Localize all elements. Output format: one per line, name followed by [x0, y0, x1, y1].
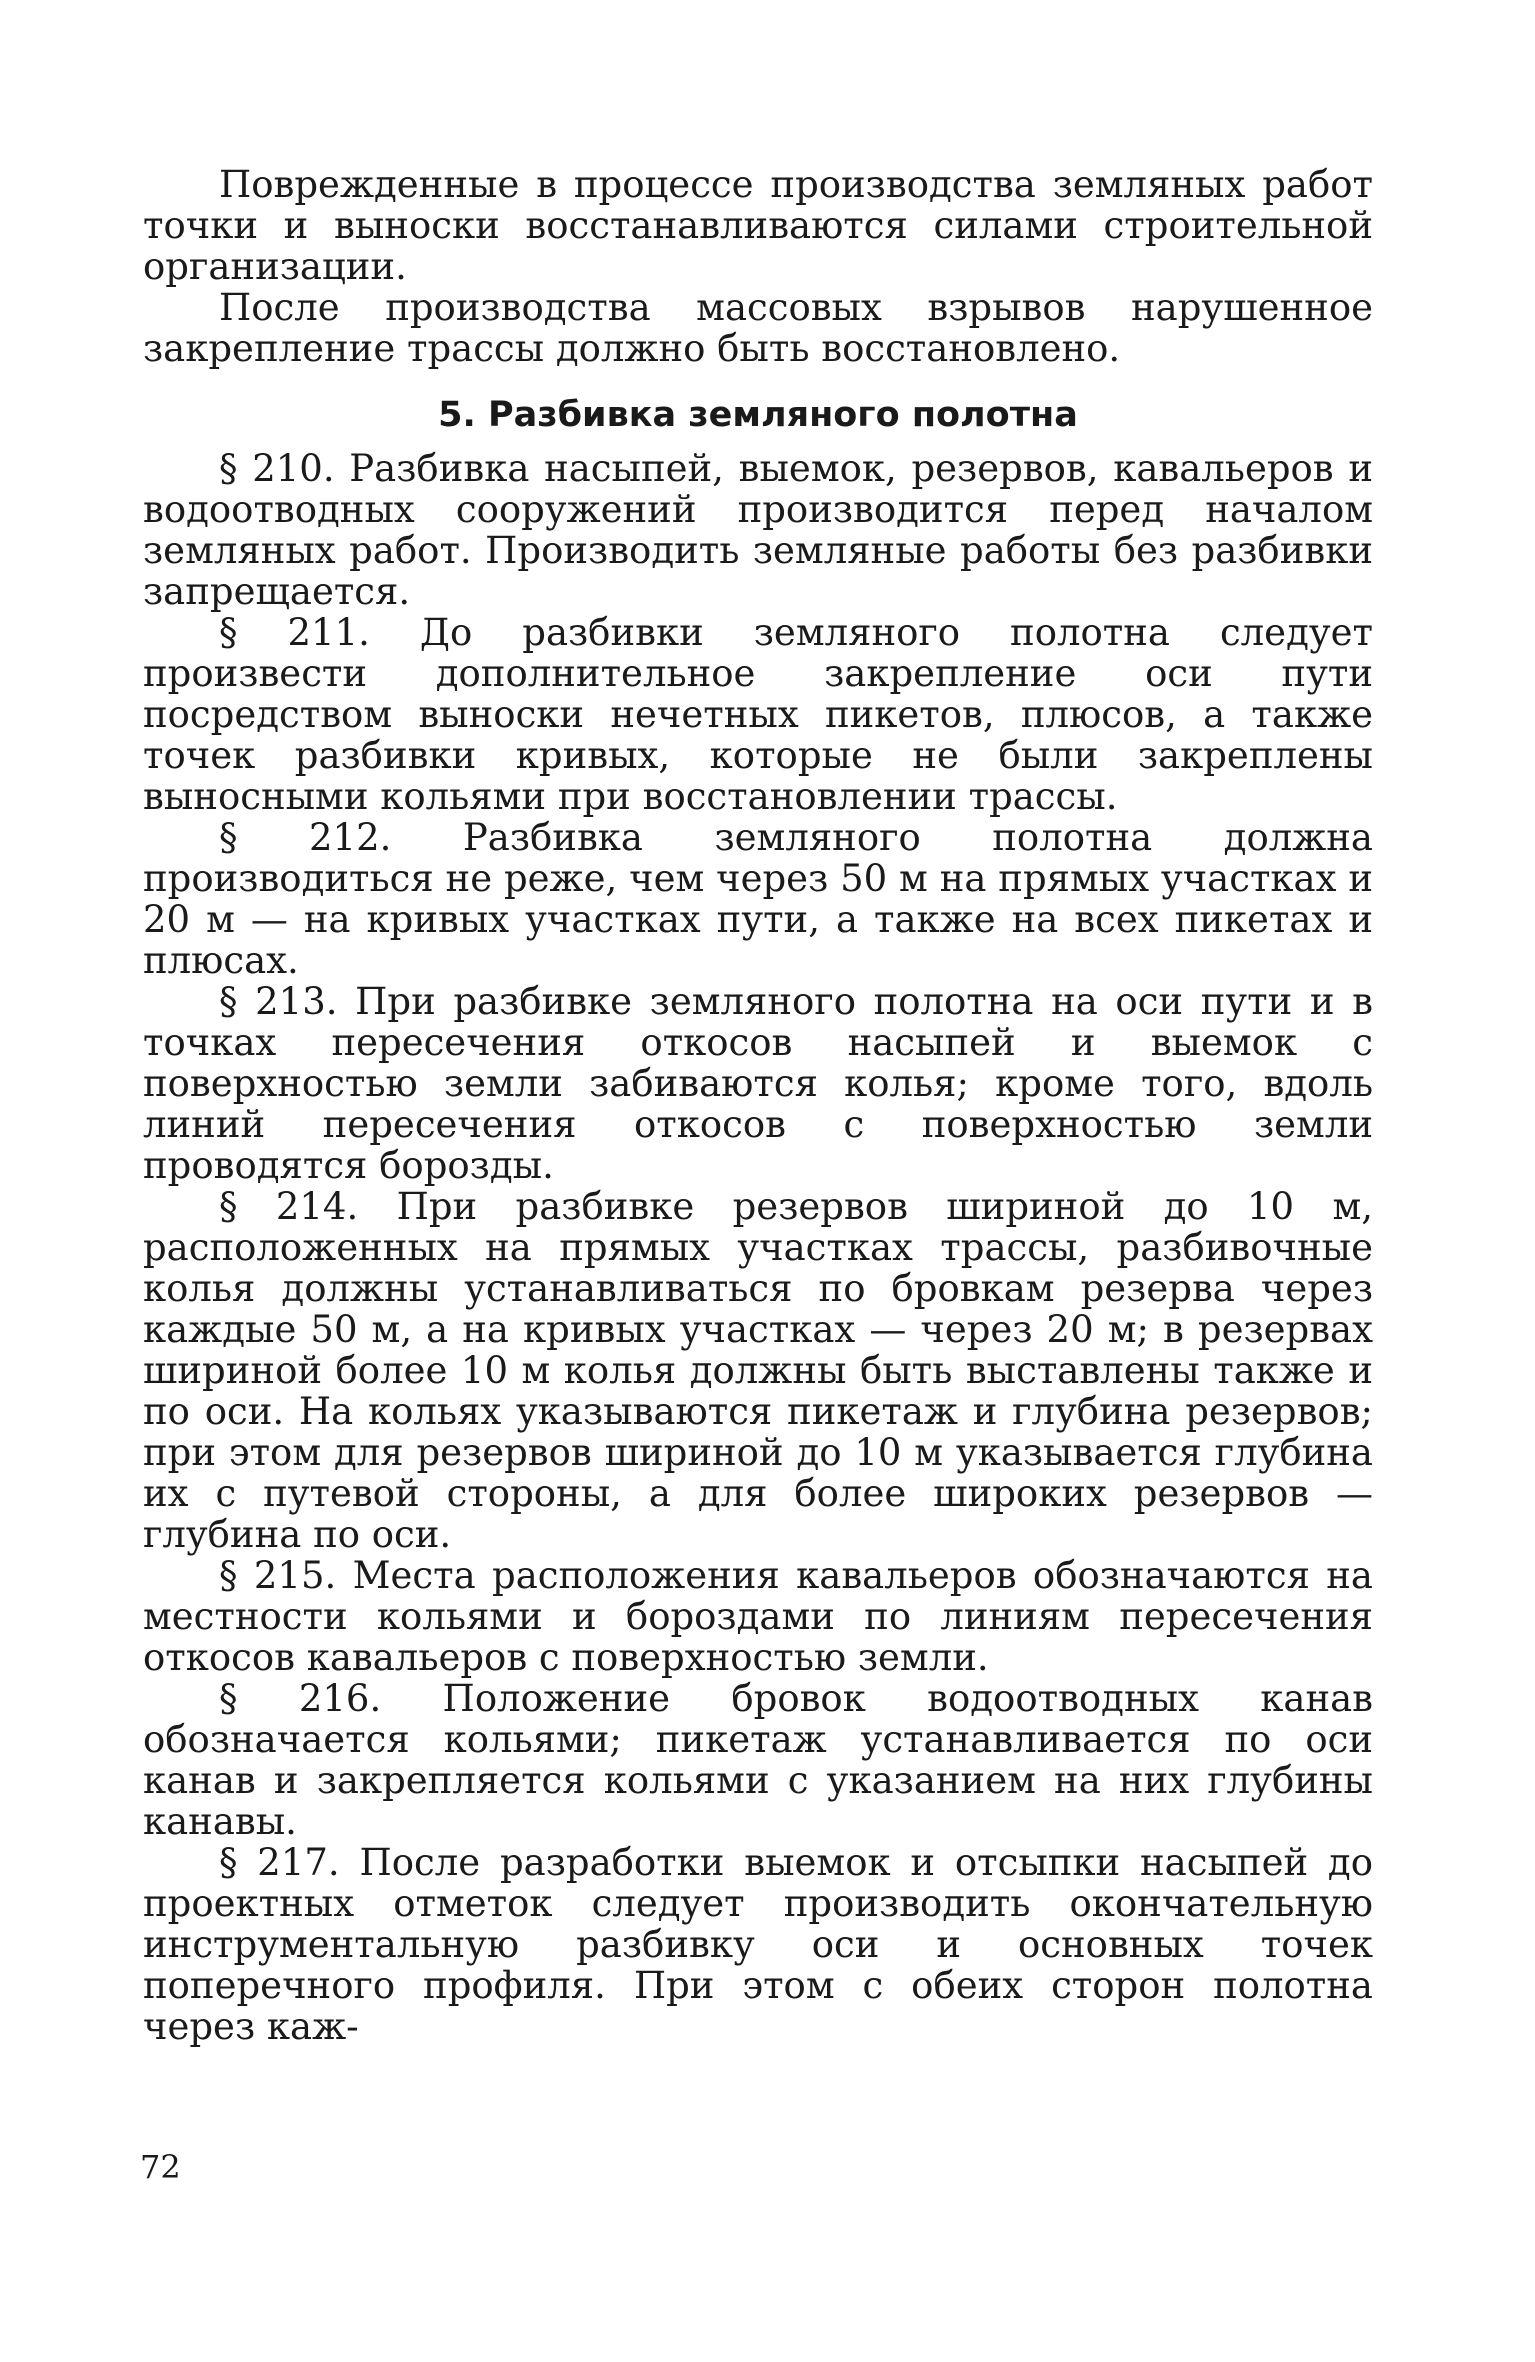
- page-number: 72: [140, 2148, 181, 2186]
- intro-paragraph-1: Поврежденные в процессе производства земляных работ точки и выноски восстанавливаются силами строительной организации.: [143, 163, 1373, 288]
- paragraph-214: § 214. При разбивке резервов шириной до 10 м, расположенных на прямых участках трассы, разбивочные колья должны устанавливаться по бровкам резерва через каждые 50 м, а на кривых участках — через 20 м; в резервах шириной более 10 м колья должны быть выставлены также и по оси. На кольях указываются пикетаж и глубина резервов; при этом для резервов шириной до 10 м указывается глубина их с путевой стороны, а для более широких резервов — глубина по оси.: [143, 1185, 1373, 1556]
- paragraph-217: § 217. После разработки выемок и отсыпки насыпей до проектных отметок следует производить окончательную инструментальную разбивку оси и основных точек поперечного профиля. При этом с обеих сторон полотна через каж-: [143, 1841, 1373, 2048]
- paragraph-211: § 211. До разбивки земляного полотна следует произвести дополнительное закрепление оси пути посредством выноски нечетных пикетов, плюсов, а также точек разбивки кривых, которые не были закреплены выносными кольями при восстановлении трассы.: [143, 611, 1373, 818]
- intro-paragraph-2: После производства массовых взрывов нарушенное закрепление трассы должно быть восстановлено.: [143, 286, 1373, 370]
- paragraph-215: § 215. Места расположения кавальеров обозначаются на местности кольями и бороздами по линиям пересечения откосов кавальеров с поверхностью земли.: [143, 1554, 1373, 1679]
- page-body: [143, 164, 1373, 2047]
- paragraph-210: § 210. Разбивка насыпей, выемок, резервов, кавальеров и водоотводных сооружений производится перед началом земляных работ. Производить земляные работы без разбивки запрещается.: [143, 447, 1373, 613]
- paragraph-216: § 216. Положение бровок водоотводных канав обозначается кольями; пикетаж устанавливается по оси канав и закрепляется кольями с указанием на них глубины канавы.: [143, 1677, 1373, 1843]
- paragraph-213: § 213. При разбивке земляного полотна на оси пути и в точках пересечения откосов насыпей и выемок с поверхностью земли забиваются колья; кроме того, вдоль линий пересечения откосов с поверхностью земли проводятся борозды.: [143, 980, 1373, 1187]
- paragraph-212: § 212. Разбивка земляного полотна должна производиться не реже, чем через 50 м на прямых участках и 20 м — на кривых участках пути, а также на всех пикетах и плюсах.: [143, 816, 1373, 982]
- section-heading: 5. Разбивка земляного полотна: [438, 395, 1078, 435]
